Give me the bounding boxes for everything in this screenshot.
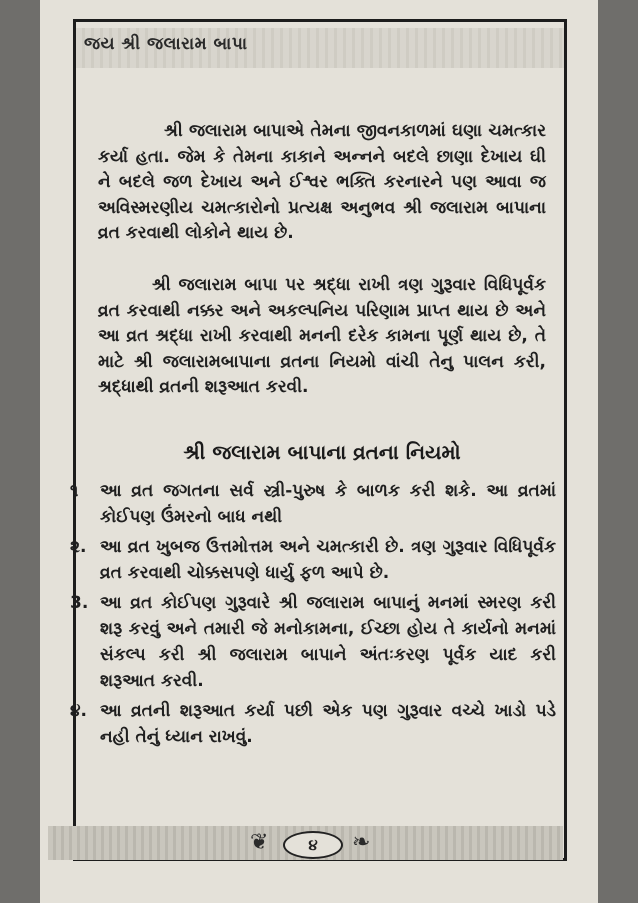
page-number: ૪ <box>283 831 343 859</box>
rule-item <box>70 698 556 750</box>
rule-number: 3. <box>70 593 89 613</box>
intro-paragraph-2: શ્રી જલારામ બાપા પર શ્રદ્ધા રાખી ત્રણ ગુરૂવાર વિધિપૂર્વક વ્રત કરવાથી નક્કર અને અકલ્પનિય પરિણામ પ્રાપ્ત થાય છે અને આ વ્રત શ્રદ્ધા રાખી કરવાથી મનની દરેક કામના પૂર્ણ થાય છે, તે માટે શ્રી જલારામબાપાના વ્રતના નિયમો વાંચી તેનુ પાલન કરી, શ્રદ્ધાથી વ્રતની શરૂઆત કરવી. <box>98 275 546 397</box>
rules-list <box>70 478 556 754</box>
rule-text: આ વ્રત ખુબજ ઉત્તમોત્તમ અને ચમત્કારી છે. ત્રણ ગુરૂવાર વિધિપૂર્વક વ્રત કરવાથી ચોક્કસપણે ધાર્યુ ફળ આપે છે. <box>100 537 556 583</box>
header-title: જય શ્રી જલારામ બાપા <box>84 34 248 54</box>
rule-text: આ વ્રત કોઈપણ ગુરૂવારે શ્રી જલારામ બાપાનું મનમાં સ્મરણ કરી શરૂ કરવું અને તમારી જે મનોકામના, ઈચ્છા હોય તે કાર્યનો મનમાં સંકલ્પ કરી શ્રી જલારામ બાપાને અંતઃકરણ પૂર્વક યાદ કરી શરૂઆત કરવી. <box>100 593 556 691</box>
rule-item <box>70 590 556 694</box>
rules-heading: શ્રી જલારામ બાપાના વ્રતના નિયમો <box>183 440 461 464</box>
ornament-left-icon: ❦ <box>250 830 269 855</box>
rule-text: આ વ્રતની શરૂઆત કર્યા પછી એક પણ ગુરૂવાર વચ્ચે ખાડો પડે નહી તેનું ધ્યાન રાખવું. <box>100 701 556 747</box>
rule-text: આ વ્રત જગતના સર્વ સ્ત્રી-પુરુષ કે બાળક કરી શકે. આ વ્રતમાં કોઈપણ ઉંમરનો બાધ નથી <box>100 481 556 527</box>
rule-number: ૧ <box>70 481 79 501</box>
intro-paragraph-1: શ્રી જલારામ બાપાએ તેમના જીવનકાળમાં ઘણા ચમત્કાર કર્યા હતા. જેમ કે તેમના કાકાને અન્નને બદલે છાણા દેખાય ઘી ને બદલે જળ દેખાય અને ઈશ્વર ભક્તિ કરનારને પણ આવા જ અવિસ્મરણીય ચમત્કારોનો પ્રત્યક્ષ અનુભવ શ્રી જલારામ બાપાના વ્રત કરવાથી લોકોને થાય છે. <box>98 121 546 243</box>
rule-number: ૪. <box>70 701 87 721</box>
ornament-right-icon: ❧ <box>352 830 371 855</box>
rule-number: ૨. <box>70 537 87 557</box>
rule-item <box>70 534 556 586</box>
rule-item <box>70 478 556 530</box>
